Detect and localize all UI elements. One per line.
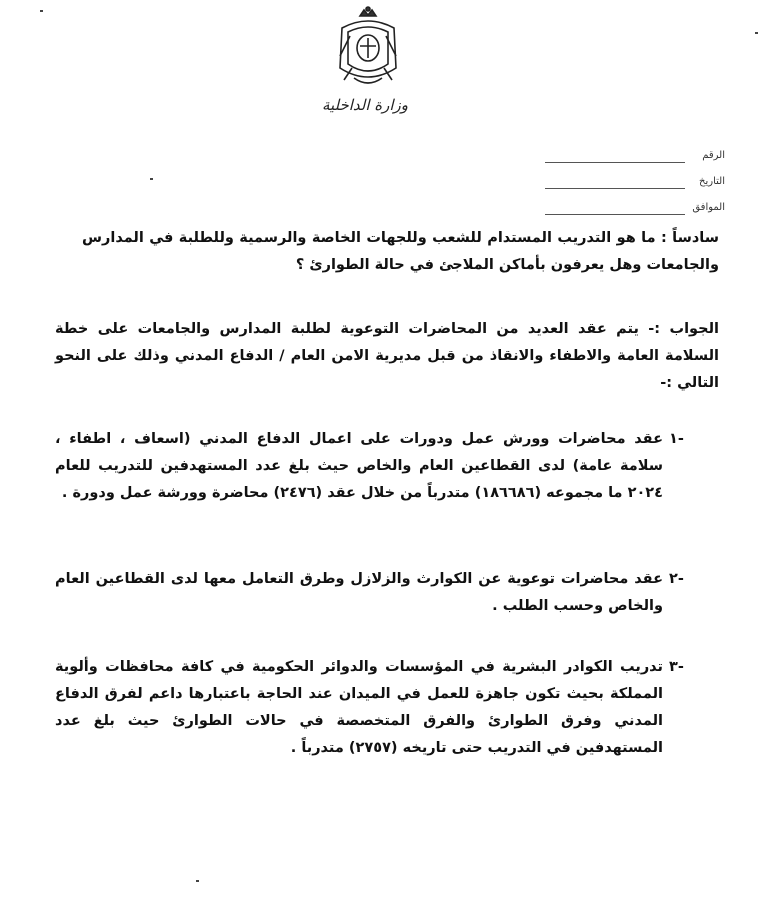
reference-number-label: الرقم: [702, 150, 725, 161]
scan-speck: [150, 178, 153, 180]
date-label: التاريخ: [699, 176, 725, 187]
scan-speck: [755, 32, 758, 34]
list-item: [55, 566, 684, 620]
list-item: [55, 426, 684, 507]
scan-speck: [40, 10, 43, 12]
list-item-text: تدريب الكوادر البشرية في المؤسسات والدوائر الحكومية في كافة محافظات وألوية المملكة بحيث تكون جاهزة للعمل في الميدان عند الحاجة باعتبارها داعم لفرق الدفاع المدني وفرق الطوارئ والفرق المتخصصة في حالات الطوارئ حيث بلغ عدد المستهدفين في التدريب حتى تاريخه (٢٧٥٧) متدرباً .: [55, 659, 663, 756]
corresponding-date-field: [545, 202, 725, 220]
list-item: [55, 654, 684, 762]
scan-speck: [196, 880, 199, 882]
reference-number-field: [545, 150, 725, 168]
list-item-text: عقد محاضرات وورش عمل ودورات على اعمال الدفاع المدني (اسعاف ، اطفاء ، سلامة عامة) لدى القطاعين العام والخاص حيث بلغ عدد المستهدفين للتدريب للعام ٢٠٢٤ ما مجموعه (١٨٦٦٨٦) متدرباً من خلال عقد (٢٤٧٦) محاضرة وورشة عمل ودورة .: [55, 431, 663, 501]
question-paragraph: سادساً : ما هو التدريب المستدام للشعب وللجهات الخاصة والرسمية وللطلبة في المدارس والجامعات وهل يعرفون بأماكن الملاجئ في حالة الطوارئ ؟: [82, 230, 719, 273]
answer-intro-paragraph: الجواب :- يتم عقد العديد من المحاضرات التوعوية لطلبة المدارس والجامعات على خطة السلامة العامة والاطفاء والانقاذ من قبل مديرية الامن العام / الدفاع المدني وذلك على النحو التالي :-: [55, 321, 719, 391]
list-item-number: ٢-: [669, 571, 684, 587]
coat-of-arms-emblem: [330, 6, 406, 92]
list-item-text: عقد محاضرات توعوية عن الكوارث والزلازل وطرق التعامل معها لدى القطاعين العام والخاص وحسب الطلب .: [55, 571, 663, 614]
list-item-number: ١-: [669, 431, 684, 447]
date-field: [545, 176, 725, 194]
list-item-number: ٣-: [669, 659, 684, 675]
ministry-name: وزارة الداخلية: [321, 96, 409, 114]
corresponding-date-label: الموافق: [692, 202, 725, 213]
